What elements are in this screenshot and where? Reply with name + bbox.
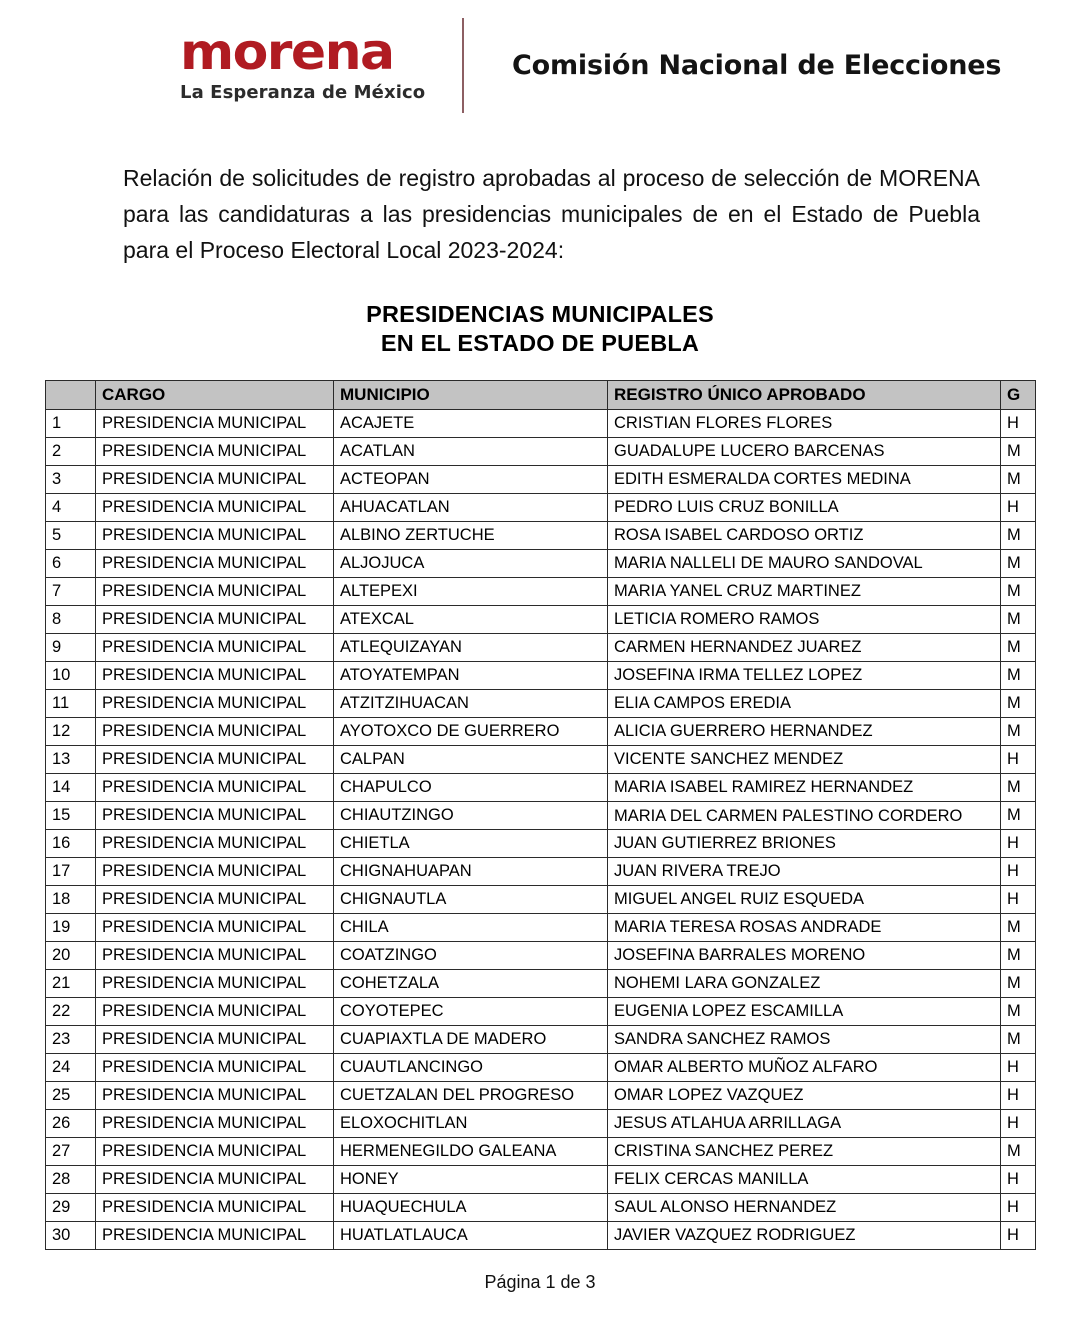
row-genero: M [1001, 774, 1036, 802]
row-genero: H [1001, 1054, 1036, 1082]
row-cargo: PRESIDENCIA MUNICIPAL [96, 522, 334, 550]
row-genero: M [1001, 578, 1036, 606]
row-cargo: PRESIDENCIA MUNICIPAL [96, 802, 334, 830]
row-municipio: CHIGNAUTLA [334, 886, 608, 914]
table-row [46, 970, 1036, 998]
row-genero: H [1001, 858, 1036, 886]
table-body [46, 410, 1036, 1250]
row-genero: M [1001, 998, 1036, 1026]
row-genero: M [1001, 662, 1036, 690]
row-index: 12 [46, 718, 96, 746]
registry-table [45, 380, 1036, 1250]
table-row [46, 634, 1036, 662]
row-municipio: CALPAN [334, 746, 608, 774]
table-row [46, 802, 1036, 830]
row-cargo: PRESIDENCIA MUNICIPAL [96, 1166, 334, 1194]
row-municipio: CUETZALAN DEL PROGRESO [334, 1082, 608, 1110]
table-row [46, 466, 1036, 494]
row-cargo: PRESIDENCIA MUNICIPAL [96, 606, 334, 634]
morena-logo [0, 23, 440, 103]
row-cargo: PRESIDENCIA MUNICIPAL [96, 466, 334, 494]
row-index: 2 [46, 438, 96, 466]
table-row [46, 746, 1036, 774]
row-index: 17 [46, 858, 96, 886]
row-genero: H [1001, 1166, 1036, 1194]
table-row [46, 1194, 1036, 1222]
table-row [46, 690, 1036, 718]
row-registro: JUAN RIVERA TREJO [608, 858, 1001, 886]
row-genero: H [1001, 494, 1036, 522]
row-registro: SAUL ALONSO HERNANDEZ [608, 1194, 1001, 1222]
row-genero: M [1001, 634, 1036, 662]
row-cargo: PRESIDENCIA MUNICIPAL [96, 1222, 334, 1250]
row-index: 14 [46, 774, 96, 802]
row-municipio: HUAQUECHULA [334, 1194, 608, 1222]
row-municipio: CHIGNAHUAPAN [334, 858, 608, 886]
section-title-line2: EN EL ESTADO DE PUEBLA [380, 330, 700, 356]
table-row [46, 606, 1036, 634]
row-cargo: PRESIDENCIA MUNICIPAL [96, 970, 334, 998]
table-row [46, 718, 1036, 746]
row-registro: ALICIA GUERRERO HERNANDEZ [608, 718, 1001, 746]
column-header-municipio: MUNICIPIO [334, 381, 608, 410]
header-divider [462, 18, 464, 113]
row-index: 1 [46, 410, 96, 438]
row-cargo: PRESIDENCIA MUNICIPAL [96, 1194, 334, 1222]
row-registro: MARIA ISABEL RAMIREZ HERNANDEZ [608, 774, 1001, 802]
row-index: 15 [46, 802, 96, 830]
row-genero: M [1001, 970, 1036, 998]
row-genero: M [1001, 1138, 1036, 1166]
row-cargo: PRESIDENCIA MUNICIPAL [96, 914, 334, 942]
row-municipio: ATEXCAL [334, 606, 608, 634]
row-index: 13 [46, 746, 96, 774]
table-row [46, 494, 1036, 522]
row-municipio: ATOYATEMPAN [334, 662, 608, 690]
row-index: 19 [46, 914, 96, 942]
column-header-cargo: CARGO [96, 381, 334, 410]
row-genero: M [1001, 914, 1036, 942]
row-cargo: PRESIDENCIA MUNICIPAL [96, 858, 334, 886]
table-row [46, 1054, 1036, 1082]
row-municipio: CHILA [334, 914, 608, 942]
row-genero: M [1001, 802, 1036, 830]
row-registro: CRISTIAN FLORES FLORES [608, 410, 1001, 438]
row-genero: M [1001, 1026, 1036, 1054]
row-municipio: ATZITZIHUACAN [334, 690, 608, 718]
page-footer: Página 1 de 3 [484, 1272, 596, 1292]
row-municipio: CUAUTLANCINGO [334, 1054, 608, 1082]
column-header-genero: G [1001, 381, 1036, 410]
row-cargo: PRESIDENCIA MUNICIPAL [96, 410, 334, 438]
row-registro: MARIA DEL CARMEN PALESTINO CORDERO [608, 802, 1001, 830]
row-genero: H [1001, 1082, 1036, 1110]
row-genero: M [1001, 438, 1036, 466]
table-row [46, 1222, 1036, 1250]
row-municipio: ACAJETE [334, 410, 608, 438]
row-registro: FELIX CERCAS MANILLA [608, 1166, 1001, 1194]
row-genero: H [1001, 1222, 1036, 1250]
row-genero: M [1001, 942, 1036, 970]
row-cargo: PRESIDENCIA MUNICIPAL [96, 690, 334, 718]
table-row [46, 1110, 1036, 1138]
row-genero: H [1001, 1110, 1036, 1138]
section-title-line1: PRESIDENCIAS MUNICIPALES [366, 301, 714, 327]
table-row [46, 662, 1036, 690]
row-index: 29 [46, 1194, 96, 1222]
row-cargo: PRESIDENCIA MUNICIPAL [96, 550, 334, 578]
row-genero: H [1001, 830, 1036, 858]
row-municipio: CUAPIAXTLA DE MADERO [334, 1026, 608, 1054]
row-cargo: PRESIDENCIA MUNICIPAL [96, 494, 334, 522]
row-cargo: PRESIDENCIA MUNICIPAL [96, 634, 334, 662]
row-municipio: HERMENEGILDO GALEANA [334, 1138, 608, 1166]
row-registro: JOSEFINA IRMA TELLEZ LOPEZ [608, 662, 1001, 690]
row-cargo: PRESIDENCIA MUNICIPAL [96, 886, 334, 914]
row-registro: MIGUEL ANGEL RUIZ ESQUEDA [608, 886, 1001, 914]
row-registro: OMAR LOPEZ VAZQUEZ [608, 1082, 1001, 1110]
row-cargo: PRESIDENCIA MUNICIPAL [96, 1054, 334, 1082]
row-cargo: PRESIDENCIA MUNICIPAL [96, 1082, 334, 1110]
row-registro: EDITH ESMERALDA CORTES MEDINA [608, 466, 1001, 494]
row-municipio: ELOXOCHITLAN [334, 1110, 608, 1138]
row-genero: H [1001, 410, 1036, 438]
row-registro: CARMEN HERNANDEZ JUAREZ [608, 634, 1001, 662]
row-registro: OMAR ALBERTO MUÑOZ ALFARO [608, 1054, 1001, 1082]
table-row [46, 1138, 1036, 1166]
row-index: 6 [46, 550, 96, 578]
row-municipio: CHIAUTZINGO [334, 802, 608, 830]
row-registro: VICENTE SANCHEZ MENDEZ [608, 746, 1001, 774]
row-municipio: ACTEOPAN [334, 466, 608, 494]
table-row [46, 522, 1036, 550]
row-cargo: PRESIDENCIA MUNICIPAL [96, 1026, 334, 1054]
morena-tagline: La Esperanza de México [180, 82, 426, 103]
row-index: 7 [46, 578, 96, 606]
row-municipio: AHUACATLAN [334, 494, 608, 522]
row-index: 9 [46, 634, 96, 662]
row-municipio: COHETZALA [334, 970, 608, 998]
row-municipio: HONEY [334, 1166, 608, 1194]
table-row [46, 830, 1036, 858]
row-municipio: ALJOJUCA [334, 550, 608, 578]
registry-table-container [45, 380, 1035, 1250]
row-index: 27 [46, 1138, 96, 1166]
row-cargo: PRESIDENCIA MUNICIPAL [96, 942, 334, 970]
row-genero: M [1001, 690, 1036, 718]
row-genero: H [1001, 886, 1036, 914]
row-cargo: PRESIDENCIA MUNICIPAL [96, 662, 334, 690]
column-header-index [46, 381, 96, 410]
row-cargo: PRESIDENCIA MUNICIPAL [96, 830, 334, 858]
row-registro: CRISTINA SANCHEZ PEREZ [608, 1138, 1001, 1166]
row-registro: JUAN GUTIERREZ BRIONES [608, 830, 1001, 858]
table-row [46, 410, 1036, 438]
table-row [46, 438, 1036, 466]
table-row [46, 774, 1036, 802]
row-index: 20 [46, 942, 96, 970]
column-header-registro: REGISTRO ÚNICO APROBADO [608, 381, 1001, 410]
row-index: 25 [46, 1082, 96, 1110]
row-genero: M [1001, 550, 1036, 578]
row-registro: MARIA NALLELI DE MAURO SANDOVAL [608, 550, 1001, 578]
row-index: 16 [46, 830, 96, 858]
row-registro: ELIA CAMPOS EREDIA [608, 690, 1001, 718]
row-cargo: PRESIDENCIA MUNICIPAL [96, 718, 334, 746]
row-index: 28 [46, 1166, 96, 1194]
row-genero: M [1001, 466, 1036, 494]
row-index: 24 [46, 1054, 96, 1082]
table-row [46, 914, 1036, 942]
row-registro: ROSA ISABEL CARDOSO ORTIZ [608, 522, 1001, 550]
row-municipio: CHIETLA [334, 830, 608, 858]
row-genero: M [1001, 718, 1036, 746]
row-municipio: CHAPULCO [334, 774, 608, 802]
commission-title: Comisión Nacional de Elecciones [512, 49, 1002, 81]
row-cargo: PRESIDENCIA MUNICIPAL [96, 1110, 334, 1138]
row-index: 18 [46, 886, 96, 914]
table-row [46, 886, 1036, 914]
intro-paragraph: Relación de solicitudes de registro aprobadas al proceso de selección de MORENA para las candidaturas a las presidencias municipales de en el Estado de Puebla para el Proceso Electoral Local 2023-2024: [123, 165, 980, 263]
row-genero: M [1001, 522, 1036, 550]
table-row [46, 998, 1036, 1026]
row-index: 11 [46, 690, 96, 718]
morena-wordmark: morena [180, 23, 394, 81]
row-municipio: ALBINO ZERTUCHE [334, 522, 608, 550]
row-index: 21 [46, 970, 96, 998]
row-cargo: PRESIDENCIA MUNICIPAL [96, 746, 334, 774]
row-registro: JAVIER VAZQUEZ RODRIGUEZ [608, 1222, 1001, 1250]
row-index: 23 [46, 1026, 96, 1054]
row-cargo: PRESIDENCIA MUNICIPAL [96, 998, 334, 1026]
row-registro: JESUS ATLAHUA ARRILLAGA [608, 1110, 1001, 1138]
row-registro: EUGENIA LOPEZ ESCAMILLA [608, 998, 1001, 1026]
row-registro: PEDRO LUIS CRUZ BONILLA [608, 494, 1001, 522]
row-cargo: PRESIDENCIA MUNICIPAL [96, 1138, 334, 1166]
row-index: 4 [46, 494, 96, 522]
table-row [46, 1026, 1036, 1054]
document-header [0, 0, 1080, 112]
row-municipio: ATLEQUIZAYAN [334, 634, 608, 662]
row-registro: SANDRA SANCHEZ RAMOS [608, 1026, 1001, 1054]
row-registro: JOSEFINA BARRALES MORENO [608, 942, 1001, 970]
row-municipio: ACATLAN [334, 438, 608, 466]
row-registro: GUADALUPE LUCERO BARCENAS [608, 438, 1001, 466]
row-cargo: PRESIDENCIA MUNICIPAL [96, 578, 334, 606]
table-row [46, 1082, 1036, 1110]
row-cargo: PRESIDENCIA MUNICIPAL [96, 774, 334, 802]
row-index: 10 [46, 662, 96, 690]
row-registro: NOHEMI LARA GONZALEZ [608, 970, 1001, 998]
table-row [46, 942, 1036, 970]
row-municipio: AYOTOXCO DE GUERRERO [334, 718, 608, 746]
row-index: 30 [46, 1222, 96, 1250]
row-cargo: PRESIDENCIA MUNICIPAL [96, 438, 334, 466]
row-municipio: COYOTEPEC [334, 998, 608, 1026]
row-index: 26 [46, 1110, 96, 1138]
row-registro: LETICIA ROMERO RAMOS [608, 606, 1001, 634]
table-header-row [46, 381, 1036, 410]
row-registro: MARIA TERESA ROSAS ANDRADE [608, 914, 1001, 942]
row-index: 3 [46, 466, 96, 494]
row-index: 5 [46, 522, 96, 550]
table-row [46, 578, 1036, 606]
table-row [46, 550, 1036, 578]
row-index: 8 [46, 606, 96, 634]
table-header [46, 381, 1036, 410]
row-municipio: HUATLATLAUCA [334, 1222, 608, 1250]
row-genero: H [1001, 1194, 1036, 1222]
table-row [46, 858, 1036, 886]
row-municipio: ALTEPEXI [334, 578, 608, 606]
row-genero: H [1001, 746, 1036, 774]
row-genero: M [1001, 606, 1036, 634]
row-municipio: COATZINGO [334, 942, 608, 970]
table-row [46, 1166, 1036, 1194]
row-registro: MARIA YANEL CRUZ MARTINEZ [608, 578, 1001, 606]
row-index: 22 [46, 998, 96, 1026]
section-title [0, 300, 1080, 358]
